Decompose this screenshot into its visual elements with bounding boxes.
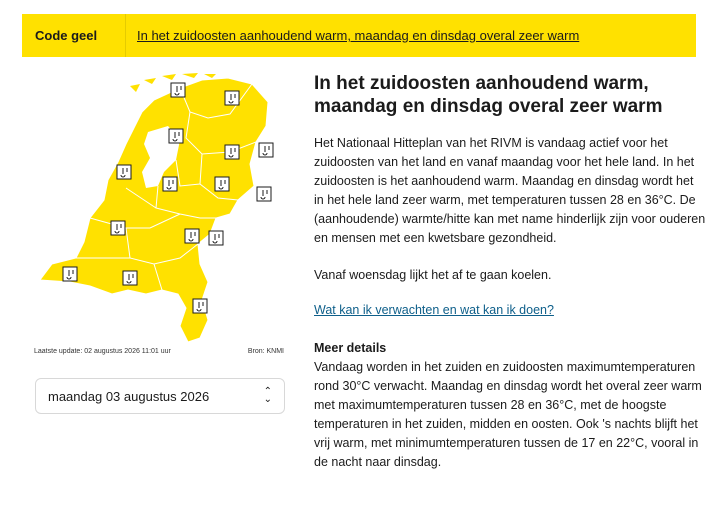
thermometer-sun-icon [163,177,177,191]
date-select-value: maandag 03 augustus 2026 [48,388,210,404]
thermometer-sun-icon [209,231,223,245]
thermometer-sun-icon [169,129,183,143]
thermometer-sun-icon [225,91,239,105]
map-landmass [40,78,268,342]
warning-map[interactable] [30,68,292,350]
help-link[interactable]: Wat kan ik verwachten en wat kan ik doen? [314,303,554,317]
warning-code-label: Code geel [35,28,98,43]
thermometer-sun-icon [259,143,273,157]
thermometer-sun-icon [63,267,77,281]
article-outlook: Vanaf woensdag lijkt het af te gaan koelen. [314,268,552,282]
thermometer-sun-icon [193,299,207,313]
thermometer-sun-icon [171,83,185,97]
article-details: Vandaag worden in het zuiden en zuidoosten maximumtemperaturen rond 30°C verwacht. Maandag en dinsdag wordt het overal zeer warm met maximumtemperaturen tussen 28 en 36°C, met de hoogste temperaturen in het zuiden, midden en oosten. Ook 's nachts blijft het vrij warm, met minimumtemperaturen tussen de 17 en 22°C, vooral in de nacht naar dinsdag. [314,360,702,469]
date-select[interactable] [35,378,285,414]
warning-banner [22,14,696,57]
select-chevron-icon: ⌃ ⌄ [263,386,272,405]
article [314,72,706,472]
thermometer-sun-icon [117,165,131,179]
thermometer-sun-icon [257,187,271,201]
article-title: In het zuidoosten aanhoudend warm, maandag en dinsdag overal zeer warm [314,73,663,117]
details-heading: Meer details [314,341,387,355]
map-last-update: Laatste update: 02 augustus 2026 11:01 uur [34,348,171,355]
map-source: Bron: KNMI [247,348,284,355]
thermometer-sun-icon [225,145,239,159]
netherlands-map [30,68,292,350]
article-intro: Het Nationaal Hitteplan van het RIVM is vandaag actief voor het zuidoosten van het land en vanaf maandag voor het hele land. In het zuidoosten is het aanhoudend warm. Maandag en dinsdag wordt het in het hele land zeer warm, met temperaturen tussen 28 en 36°C. De (aanhoudende) warmte/hitte kan met name hinderlijk zijn voor ouderen en mensen met een kwetsbare gezondheid. [314,136,706,245]
warning-headline-link[interactable]: In het zuidoosten aanhoudend warm, maandag en dinsdag overal zeer warm [137,28,580,43]
thermometer-sun-icon [111,221,125,235]
thermometer-sun-icon [215,177,229,191]
thermometer-sun-icon [185,229,199,243]
thermometer-sun-icon [123,271,137,285]
banner-divider [125,14,126,57]
map-meta [34,348,284,355]
